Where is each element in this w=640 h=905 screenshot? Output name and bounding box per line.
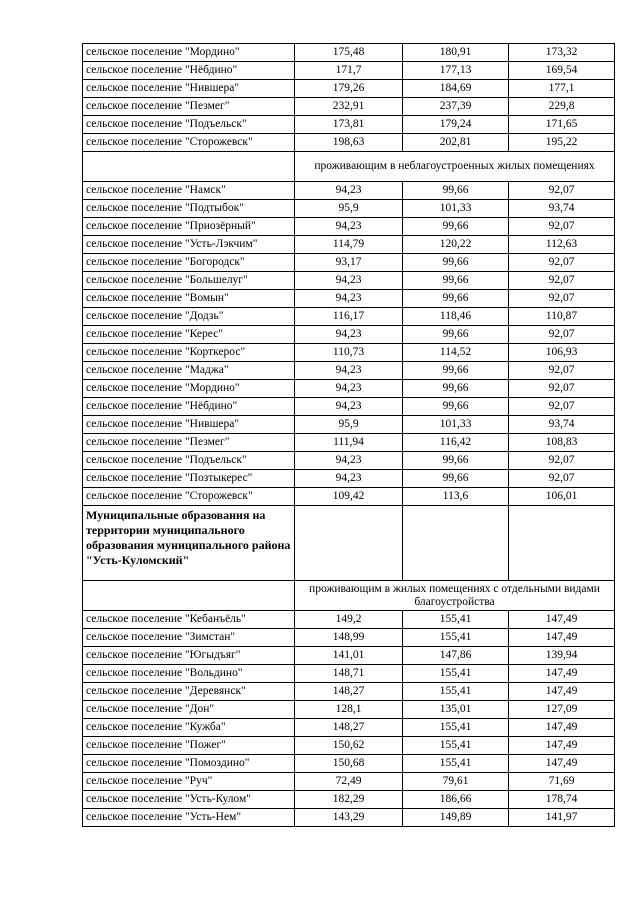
value-cell: 147,49: [509, 683, 615, 701]
settlement-name-cell: сельское поселение "Подтыбок": [83, 200, 295, 218]
table-row: [83, 344, 615, 362]
value-cell: 147,49: [509, 737, 615, 755]
value-cell: 108,83: [509, 434, 615, 452]
table-row: [83, 398, 615, 416]
settlement-name-cell: сельское поселение "Помоздино": [83, 755, 295, 773]
table-row: [83, 272, 615, 290]
value-cell: 143,29: [295, 809, 403, 827]
settlement-name-cell: сельское поселение "Корткерос": [83, 344, 295, 362]
table-row: [83, 308, 615, 326]
value-cell: 186,66: [403, 791, 509, 809]
table-row: [83, 182, 615, 200]
value-cell: 112,63: [509, 236, 615, 254]
value-cell: 150,68: [295, 755, 403, 773]
value-cell: 173,81: [295, 116, 403, 134]
settlement-name-cell: сельское поселение "Усть-Кулом": [83, 791, 295, 809]
group-header-row: [83, 506, 615, 581]
value-cell: 99,66: [403, 326, 509, 344]
value-cell: 101,33: [403, 200, 509, 218]
value-cell: 120,22: [403, 236, 509, 254]
value-cell: 99,66: [403, 290, 509, 308]
value-cell: 106,93: [509, 344, 615, 362]
table-row: [83, 683, 615, 701]
table-row: [83, 80, 615, 98]
table-row: [83, 719, 615, 737]
value-cell: 92,07: [509, 218, 615, 236]
value-cell: 155,41: [403, 737, 509, 755]
table-row: [83, 416, 615, 434]
settlement-name-cell: сельское поселение "Усть-Нем": [83, 809, 295, 827]
settlement-name-cell: сельское поселение "Вольдино": [83, 665, 295, 683]
value-cell: 147,49: [509, 719, 615, 737]
value-cell: 99,66: [403, 452, 509, 470]
settlement-name-cell: сельское поселение "Маджа": [83, 362, 295, 380]
value-cell: 232,91: [295, 98, 403, 116]
settlement-name-cell: сельское поселение "Подъельск": [83, 116, 295, 134]
value-cell: 95,9: [295, 200, 403, 218]
value-cell: 99,66: [403, 254, 509, 272]
value-cell: 155,41: [403, 683, 509, 701]
settlement-name-cell: сельское поселение "Югыдъяг": [83, 647, 295, 665]
tariff-table: [82, 43, 615, 827]
settlement-name-cell: сельское поселение "Нёбдино": [83, 62, 295, 80]
value-cell: 94,23: [295, 362, 403, 380]
value-cell: 92,07: [509, 272, 615, 290]
value-cell: 92,07: [509, 380, 615, 398]
value-cell: 92,07: [509, 470, 615, 488]
settlement-name-cell: сельское поселение "Усть-Лэкчим": [83, 236, 295, 254]
settlement-name-cell: сельское поселение "Подъельск": [83, 452, 295, 470]
table-row: [83, 611, 615, 629]
empty-cell: [403, 506, 509, 581]
value-cell: 99,66: [403, 272, 509, 290]
value-cell: 93,17: [295, 254, 403, 272]
settlement-name-cell: сельское поселение "Пезмег": [83, 98, 295, 116]
value-cell: 113,6: [403, 488, 509, 506]
category-subheader: проживающим в неблагоустроенных жилых помещениях: [295, 152, 615, 182]
value-cell: 94,23: [295, 326, 403, 344]
settlement-name-cell: сельское поселение "Нившера": [83, 80, 295, 98]
value-cell: 92,07: [509, 362, 615, 380]
value-cell: 179,24: [403, 116, 509, 134]
value-cell: 92,07: [509, 326, 615, 344]
settlement-name-cell: сельское поселение "Сторожевск": [83, 134, 295, 152]
table-row: [83, 647, 615, 665]
value-cell: 147,49: [509, 611, 615, 629]
value-cell: 93,74: [509, 200, 615, 218]
table-row: [83, 236, 615, 254]
value-cell: 92,07: [509, 452, 615, 470]
value-cell: 116,17: [295, 308, 403, 326]
value-cell: 92,07: [509, 290, 615, 308]
settlement-name-cell: сельское поселение "Пожег": [83, 737, 295, 755]
value-cell: 184,69: [403, 80, 509, 98]
tariff-table-body: [83, 44, 615, 827]
settlement-name-cell: сельское поселение "Большелуг": [83, 272, 295, 290]
table-row: [83, 44, 615, 62]
value-cell: 92,07: [509, 398, 615, 416]
table-row: [83, 452, 615, 470]
value-cell: 148,27: [295, 719, 403, 737]
settlement-name-cell: сельское поселение "Намск": [83, 182, 295, 200]
municipal-group-title: Муниципальные образования на территории муниципального образования муниципального района "Усть-Куломский": [83, 506, 295, 581]
value-cell: 171,65: [509, 116, 615, 134]
value-cell: 94,23: [295, 398, 403, 416]
value-cell: 141,01: [295, 647, 403, 665]
value-cell: 106,01: [509, 488, 615, 506]
table-row: [83, 791, 615, 809]
value-cell: 150,62: [295, 737, 403, 755]
value-cell: 79,61: [403, 773, 509, 791]
value-cell: 94,23: [295, 182, 403, 200]
empty-cell: [83, 152, 295, 182]
value-cell: 155,41: [403, 611, 509, 629]
table-row: [83, 665, 615, 683]
value-cell: 111,94: [295, 434, 403, 452]
settlement-name-cell: сельское поселение "Дон": [83, 701, 295, 719]
value-cell: 175,48: [295, 44, 403, 62]
table-row: [83, 290, 615, 308]
settlement-name-cell: сельское поселение "Богородск": [83, 254, 295, 272]
category-subheader: проживающим в жилых помещениях с отдельными видами благоустройства: [295, 581, 615, 611]
table-row: [83, 200, 615, 218]
value-cell: 139,94: [509, 647, 615, 665]
value-cell: 155,41: [403, 629, 509, 647]
value-cell: 178,74: [509, 791, 615, 809]
table-row: [83, 701, 615, 719]
empty-cell: [295, 506, 403, 581]
value-cell: 229,8: [509, 98, 615, 116]
value-cell: 179,26: [295, 80, 403, 98]
settlement-name-cell: сельское поселение "Сторожевск": [83, 488, 295, 506]
value-cell: 110,73: [295, 344, 403, 362]
value-cell: 94,23: [295, 272, 403, 290]
settlement-name-cell: сельское поселение "Нившера": [83, 416, 295, 434]
value-cell: 92,07: [509, 182, 615, 200]
value-cell: 93,74: [509, 416, 615, 434]
settlement-name-cell: сельское поселение "Зимстан": [83, 629, 295, 647]
table-row: [83, 116, 615, 134]
value-cell: 92,07: [509, 254, 615, 272]
table-row: [83, 380, 615, 398]
value-cell: 198,63: [295, 134, 403, 152]
empty-cell: [509, 506, 615, 581]
value-cell: 202,81: [403, 134, 509, 152]
settlement-name-cell: сельское поселение "Мордино": [83, 44, 295, 62]
value-cell: 94,23: [295, 452, 403, 470]
table-row: [83, 773, 615, 791]
value-cell: 109,42: [295, 488, 403, 506]
settlement-name-cell: сельское поселение "Позтыкерес": [83, 470, 295, 488]
settlement-name-cell: сельское поселение "Кебанъёль": [83, 611, 295, 629]
value-cell: 95,9: [295, 416, 403, 434]
table-row: [83, 362, 615, 380]
table-row: [83, 737, 615, 755]
value-cell: 149,89: [403, 809, 509, 827]
table-row: [83, 434, 615, 452]
value-cell: 99,66: [403, 470, 509, 488]
settlement-name-cell: сельское поселение "Руч": [83, 773, 295, 791]
table-row: [83, 62, 615, 80]
value-cell: 94,23: [295, 290, 403, 308]
value-cell: 135,01: [403, 701, 509, 719]
table-row: [83, 629, 615, 647]
value-cell: 180,91: [403, 44, 509, 62]
value-cell: 147,49: [509, 665, 615, 683]
value-cell: 148,99: [295, 629, 403, 647]
value-cell: 155,41: [403, 755, 509, 773]
table-row: [83, 470, 615, 488]
value-cell: 155,41: [403, 665, 509, 683]
settlement-name-cell: сельское поселение "Нёбдино": [83, 398, 295, 416]
value-cell: 94,23: [295, 380, 403, 398]
value-cell: 149,2: [295, 611, 403, 629]
value-cell: 177,13: [403, 62, 509, 80]
value-cell: 99,66: [403, 398, 509, 416]
settlement-name-cell: сельское поселение "Пезмег": [83, 434, 295, 452]
value-cell: 71,69: [509, 773, 615, 791]
value-cell: 99,66: [403, 182, 509, 200]
value-cell: 141,97: [509, 809, 615, 827]
settlement-name-cell: сельское поселение "Приозёрный": [83, 218, 295, 236]
value-cell: 114,79: [295, 236, 403, 254]
table-row: [83, 809, 615, 827]
value-cell: 99,66: [403, 380, 509, 398]
value-cell: 99,66: [403, 362, 509, 380]
value-cell: 128,1: [295, 701, 403, 719]
empty-cell: [83, 581, 295, 611]
value-cell: 155,41: [403, 719, 509, 737]
table-row: [83, 755, 615, 773]
value-cell: 182,29: [295, 791, 403, 809]
value-cell: 173,32: [509, 44, 615, 62]
value-cell: 127,09: [509, 701, 615, 719]
value-cell: 147,86: [403, 647, 509, 665]
value-cell: 171,7: [295, 62, 403, 80]
value-cell: 94,23: [295, 470, 403, 488]
settlement-name-cell: сельское поселение "Кужба": [83, 719, 295, 737]
value-cell: 116,42: [403, 434, 509, 452]
settlement-name-cell: сельское поселение "Керес": [83, 326, 295, 344]
value-cell: 148,27: [295, 683, 403, 701]
value-cell: 195,22: [509, 134, 615, 152]
settlement-name-cell: сельское поселение "Вомын": [83, 290, 295, 308]
value-cell: 237,39: [403, 98, 509, 116]
value-cell: 148,71: [295, 665, 403, 683]
settlement-name-cell: сельское поселение "Мордино": [83, 380, 295, 398]
value-cell: 147,49: [509, 629, 615, 647]
value-cell: 169,54: [509, 62, 615, 80]
value-cell: 147,49: [509, 755, 615, 773]
table-row: [83, 326, 615, 344]
subheader-row: [83, 581, 615, 611]
value-cell: 99,66: [403, 218, 509, 236]
table-row: [83, 488, 615, 506]
value-cell: 118,46: [403, 308, 509, 326]
subheader-row: [83, 152, 615, 182]
settlement-name-cell: сельское поселение "Деревянск": [83, 683, 295, 701]
value-cell: 94,23: [295, 218, 403, 236]
table-row: [83, 134, 615, 152]
settlement-name-cell: сельское поселение "Додзь": [83, 308, 295, 326]
value-cell: 72,49: [295, 773, 403, 791]
value-cell: 177,1: [509, 80, 615, 98]
value-cell: 114,52: [403, 344, 509, 362]
table-row: [83, 254, 615, 272]
value-cell: 110,87: [509, 308, 615, 326]
value-cell: 101,33: [403, 416, 509, 434]
table-row: [83, 98, 615, 116]
table-row: [83, 218, 615, 236]
